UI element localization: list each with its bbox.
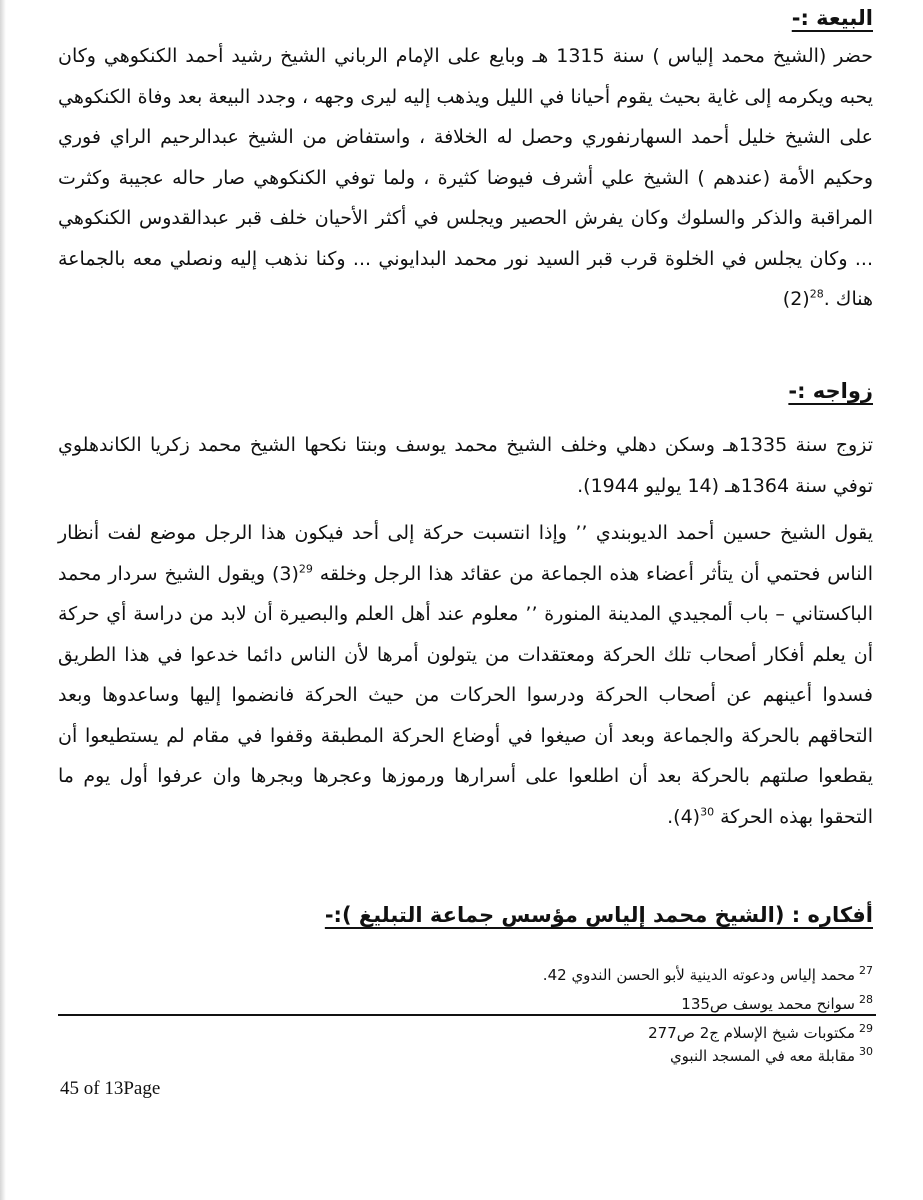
heading-zawaj: زواجه :- xyxy=(788,379,873,403)
footnote-ref-29[interactable]: 29 xyxy=(298,562,313,576)
footnote-text: مقابلة معه في المسجد النبوي xyxy=(669,1047,855,1065)
paragraph-zawaj: تزوج سنة 1335هـ وسكن دهلي وخلف الشيخ محمد يوسف وبنتا نكحها الشيخ محمد زكريا الكاندهلوي توفي سنة 1364هـ (14 يوليو 1944). xyxy=(58,434,873,497)
footnote-text: سوانح محمد يوسف ص135 xyxy=(681,995,855,1013)
page-number-label: 45 of 13Page xyxy=(60,1078,161,1099)
footnote-ref-30[interactable]: 30 xyxy=(700,805,715,819)
ref-number-4: (4). xyxy=(667,805,701,828)
paragraph-quotes xyxy=(58,513,873,837)
footnote-29 xyxy=(648,1022,873,1042)
footnote-28 xyxy=(681,993,873,1013)
quote-deobandi-text: يقول الشيخ حسين أحمد الديوبندي ’’ وإذا انتسبت حركة إلى أحد فيكون هذا الرجل موضع لفت أنظار الناس فحتمي أن يتأثر أعضاء هذه الجماعة من عقائد هذا الرجل وخلقه xyxy=(58,522,873,585)
footnote-30 xyxy=(670,1045,873,1065)
ref-number-2: (2) xyxy=(782,288,810,310)
paragraph-bayah-text: حضر (الشيخ محمد إلياس ) سنة 1315 هـ وبايع على الإمام الرباني الشيخ رشيد أحمد الكنكوهي وكان يحبه ويكرمه إلى غاية بحيث يقوم أحيانا في الليل ويذهب إليه ليرى وجهه ، وجدد البيعة بعد وفاة الكنكوهي على الشيخ خليل أحمد السهارنفوري وحصل له الخلافة ، واستفاض من الشيخ عبدالرحيم الراي فوري وحكيم الأمة (عندهم ) الشيخ علي أشرف فيوضا كثيرة ، ولما توفي الكنكوهي صار حاله عجيبة وكثرت المراقبة والذكر والسلوك وكان يفرش الحصير ويجلس في أكثر الأحيان خلف قبر عبدالقدوس الكنكوهي ... وكان يجلس في الخلوة قرب قبر السيد نور محمد البدايوني ... وكنا نذهب إليه ونصلي معه بالجماعة هناك . xyxy=(58,45,873,310)
heading-bayah: البيعة :- xyxy=(791,6,873,30)
footnote-number: 29 xyxy=(859,1022,873,1035)
footnote-27 xyxy=(543,964,873,984)
page-edge-shadow xyxy=(0,0,6,1200)
footnote-number: 28 xyxy=(859,993,873,1006)
quote-pakistani-text: ويقول الشيخ سردار محمد الباكستاني – باب ألمجيدي المدينة المنورة ’’ معلوم عند أهل العلم والبصيرة أن لابد من دراسة أي حركة أن يعلم أفكار أصحاب تلك الحركة ومعتقدات من يتولون أمرها لأن الناس دائما خدعوا في هذا الطريق فسدوا أعينهم عن أصحاب الحركة ودرسوا الحركات من حيث الحركة فانضموا إليها وساعدوها وبعد التحاقهم بالحركة والجماعة وبعد أن صيغوا في أوضاع الحركة المطبقة وقفوا في مقام لم يستطيعوا أن يقطعوا صلتهم بالحركة بعد أن اطلعوا على أسرارها ورموزها وعجرها وبجرها وان عرفوا أول يوم ما التحقوا بهذه الحركة xyxy=(58,562,873,828)
paragraph-bayah xyxy=(58,36,873,320)
footnote-number: 27 xyxy=(859,964,873,977)
footnote-text: محمد إلياس ودعوته الدينية لأبو الحسن الندوي 42. xyxy=(542,966,855,984)
footnote-ref-28[interactable]: 28 xyxy=(809,287,824,301)
footnote-number: 30 xyxy=(859,1045,873,1058)
heading-afkar: أفكاره : (الشيخ محمد إلياس مؤسس جماعة التبليغ ):- xyxy=(324,903,873,927)
page-bottom-rule xyxy=(58,1014,876,1016)
footnote-text: مكتوبات شيخ الإسلام ج2 ص277 xyxy=(648,1024,855,1042)
ref-number-3: (3) xyxy=(271,562,299,585)
